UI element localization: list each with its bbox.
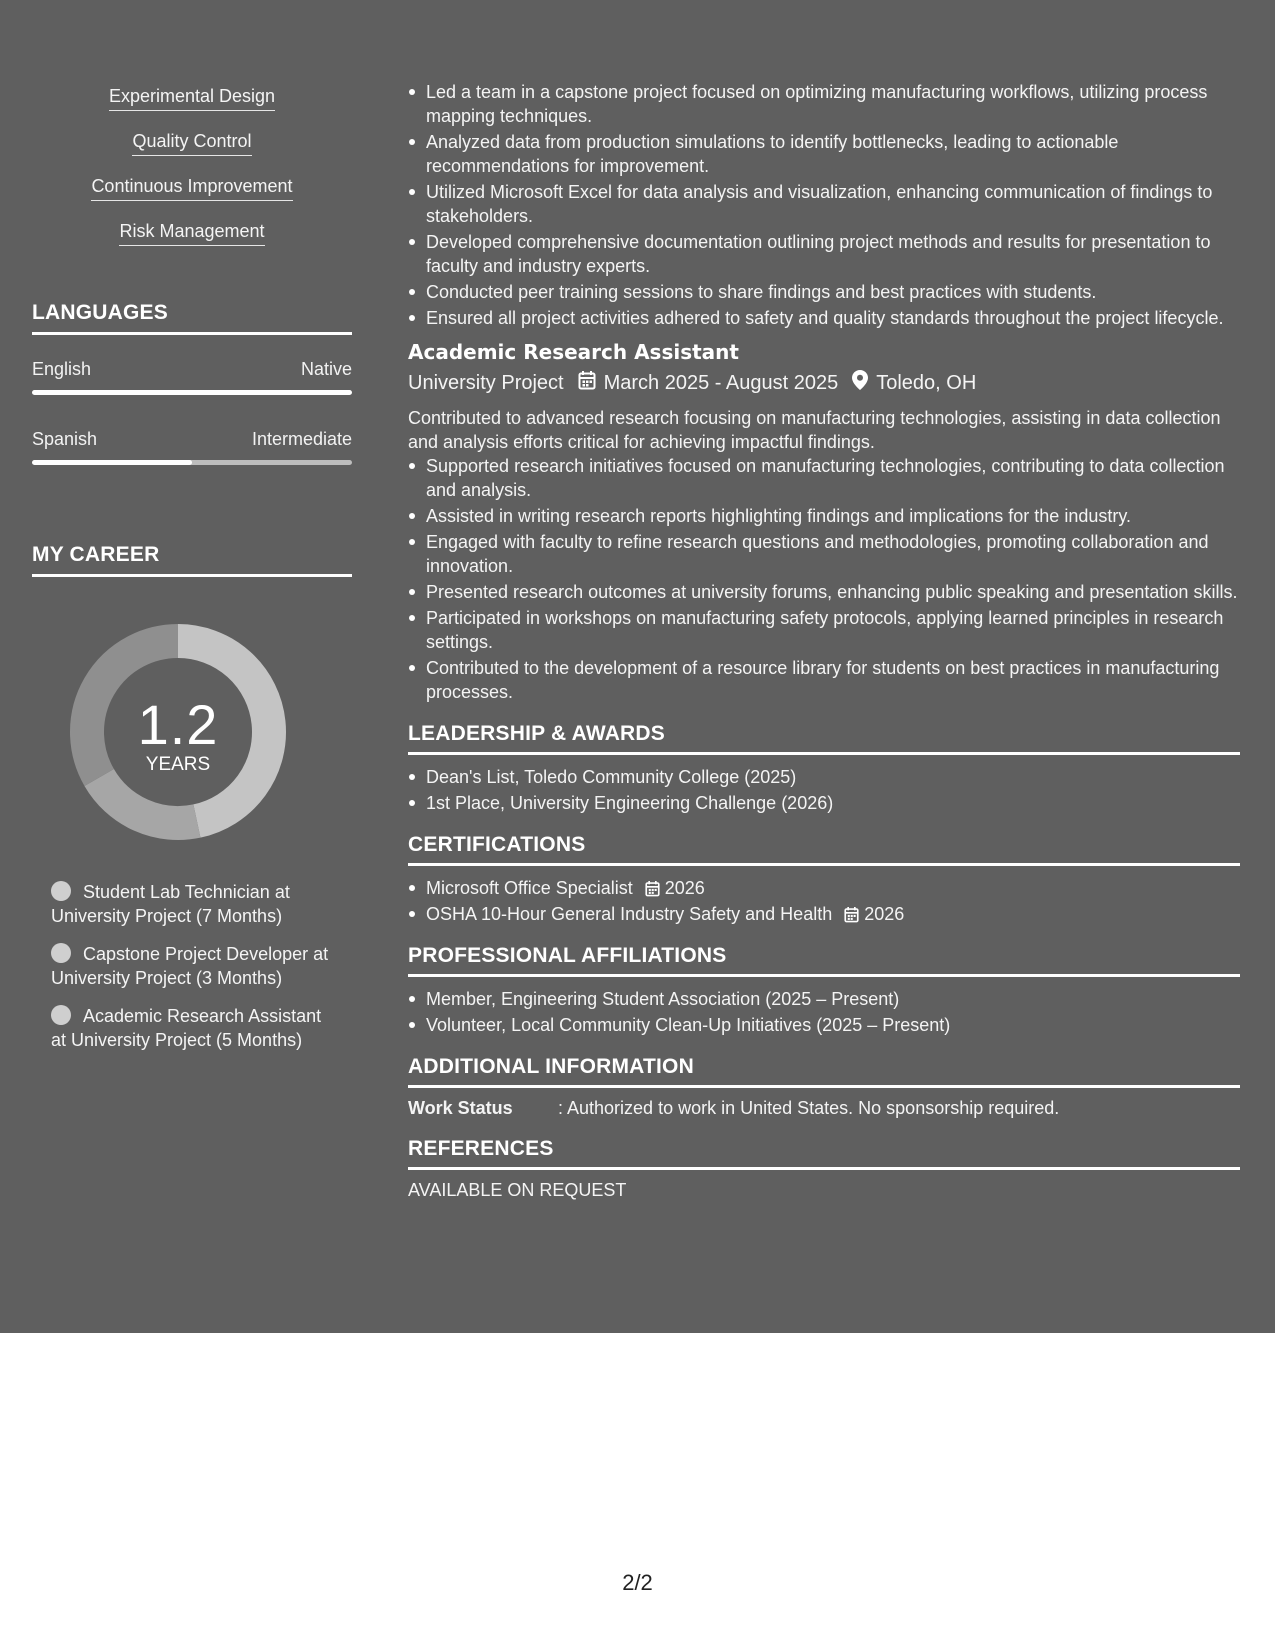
proficiency-fill [32,460,192,465]
list-item: Assisted in writing research reports highlighting findings and implications for the industry. [408,504,1240,528]
languages-heading: LANGUAGES [32,301,352,335]
affiliations-list [408,987,1240,1037]
job-dates: March 2025 - August 2025 [603,371,839,394]
list-item: Led a team in a capstone project focused on optimizing manufacturing workflows, utilizing process mapping techniques. [408,80,1240,128]
list-item: Developed comprehensive documentation outlining project methods and results for presentation to faculty and industry experts. [408,230,1240,278]
references-heading: REFERENCES [408,1137,1240,1170]
job-meta [408,370,1240,396]
career-dot-icon [51,1005,71,1025]
job-title: Academic Research Assistant [408,340,739,364]
career-list [51,880,341,1066]
skill-label: Quality Control [132,131,251,156]
calendar-icon [645,880,660,897]
list-item: Presented research outcomes at university forums, enhancing public speaking and presentation skills. [408,580,1240,604]
list-item: Utilized Microsoft Excel for data analysis and visualization, enhancing communication of findings to stakeholders. [408,180,1240,228]
language-proficiency-bar [32,390,352,395]
leadership-list [408,765,1240,815]
list-item [408,902,1240,926]
additional-heading: ADDITIONAL INFORMATION [408,1055,1240,1088]
certifications-list [408,876,1240,926]
career-dot-icon [51,943,71,963]
language-level: Intermediate [251,429,352,449]
skill-item [32,221,352,266]
list-item [408,876,1240,900]
work-status-label: Work Status [408,1098,513,1118]
cert-year: 2026 [664,878,705,898]
language-name: English [32,359,92,379]
career-dot-icon [51,881,71,901]
affiliations-heading: PROFESSIONAL AFFILIATIONS [408,944,1240,977]
location-pin-icon [852,370,868,396]
career-item-text: Academic Research Assistant at University Project (5 Months) [51,1006,322,1050]
skill-item [32,86,352,131]
list-item: Dean's List, Toledo Community College (2025) [408,765,1240,789]
skill-label: Experimental Design [109,86,275,111]
list-item: Member, Engineering Student Association (2025 – Present) [408,987,1240,1011]
skill-item [32,131,352,176]
career-item-text: Capstone Project Developer at University Project (3 Months) [51,944,329,988]
cert-name: Microsoft Office Specialist [426,878,633,898]
experience-bullets [408,80,1240,330]
skill-item [32,176,352,221]
calendar-icon [844,906,859,923]
job-company: University Project [408,371,564,394]
list-item: Ensured all project activities adhered to safety and quality standards throughout the project lifecycle. [408,306,1240,330]
list-item: Participated in workshops on manufacturing safety protocols, applying learned principles in research settings. [408,606,1240,654]
language-item [32,429,352,465]
career-item [51,942,341,990]
career-item [51,880,341,928]
references-text: AVAILABLE ON REQUEST [408,1180,627,1200]
cert-name: OSHA 10-Hour General Industry Safety and Health [426,904,833,924]
main-content [408,80,1240,1201]
list-item: Volunteer, Local Community Clean-Up Initiatives (2025 – Present) [408,1013,1240,1037]
language-item [32,359,352,395]
work-status-row [408,1098,1240,1119]
certifications-heading: CERTIFICATIONS [408,833,1240,866]
skill-label: Risk Management [119,221,264,246]
career-item [51,1004,341,1052]
career-total-unit: YEARS [145,754,211,775]
list-item: Contributed to the development of a resource library for students on best practices in manufacturing processes. [408,656,1240,704]
job-summary: Contributed to advanced research focusing on manufacturing technologies, assisting in data collection and analysis efforts critical for achieving impactful findings. [408,408,1221,452]
cert-year: 2026 [864,904,905,924]
language-name: Spanish [32,429,98,449]
list-item: Engaged with faculty to refine research questions and methodologies, promoting collaboration and innovation. [408,530,1240,578]
career-item-text: Student Lab Technician at University Project (7 Months) [51,882,290,926]
career-heading: MY CAREER [32,543,352,577]
career-total-value: 1.2 [137,693,219,756]
job-location: Toledo, OH [876,371,977,394]
list-item: Supported research initiatives focused on manufacturing technologies, contributing to data collection and analysis. [408,454,1240,502]
donut-segment [99,778,197,824]
language-proficiency-bar [32,460,352,465]
calendar-icon [578,370,596,396]
list-item: Analyzed data from production simulations to identify bottlenecks, leading to actionable recommendations for improvement. [408,130,1240,178]
job-bullets [408,454,1240,704]
leadership-heading: LEADERSHIP & AWARDS [408,722,1240,755]
work-status-value: : Authorized to work in United States. No sponsorship required. [558,1098,1060,1118]
proficiency-fill [32,390,352,395]
list-item: Conducted peer training sessions to share findings and best practices with students. [408,280,1240,304]
career-donut-chart [66,620,290,844]
language-level: Native [300,359,352,379]
page-number: 2/2 [622,1570,653,1595]
list-item: 1st Place, University Engineering Challenge (2026) [408,791,1240,815]
skills-list [32,86,352,266]
skill-label: Continuous Improvement [91,176,292,201]
